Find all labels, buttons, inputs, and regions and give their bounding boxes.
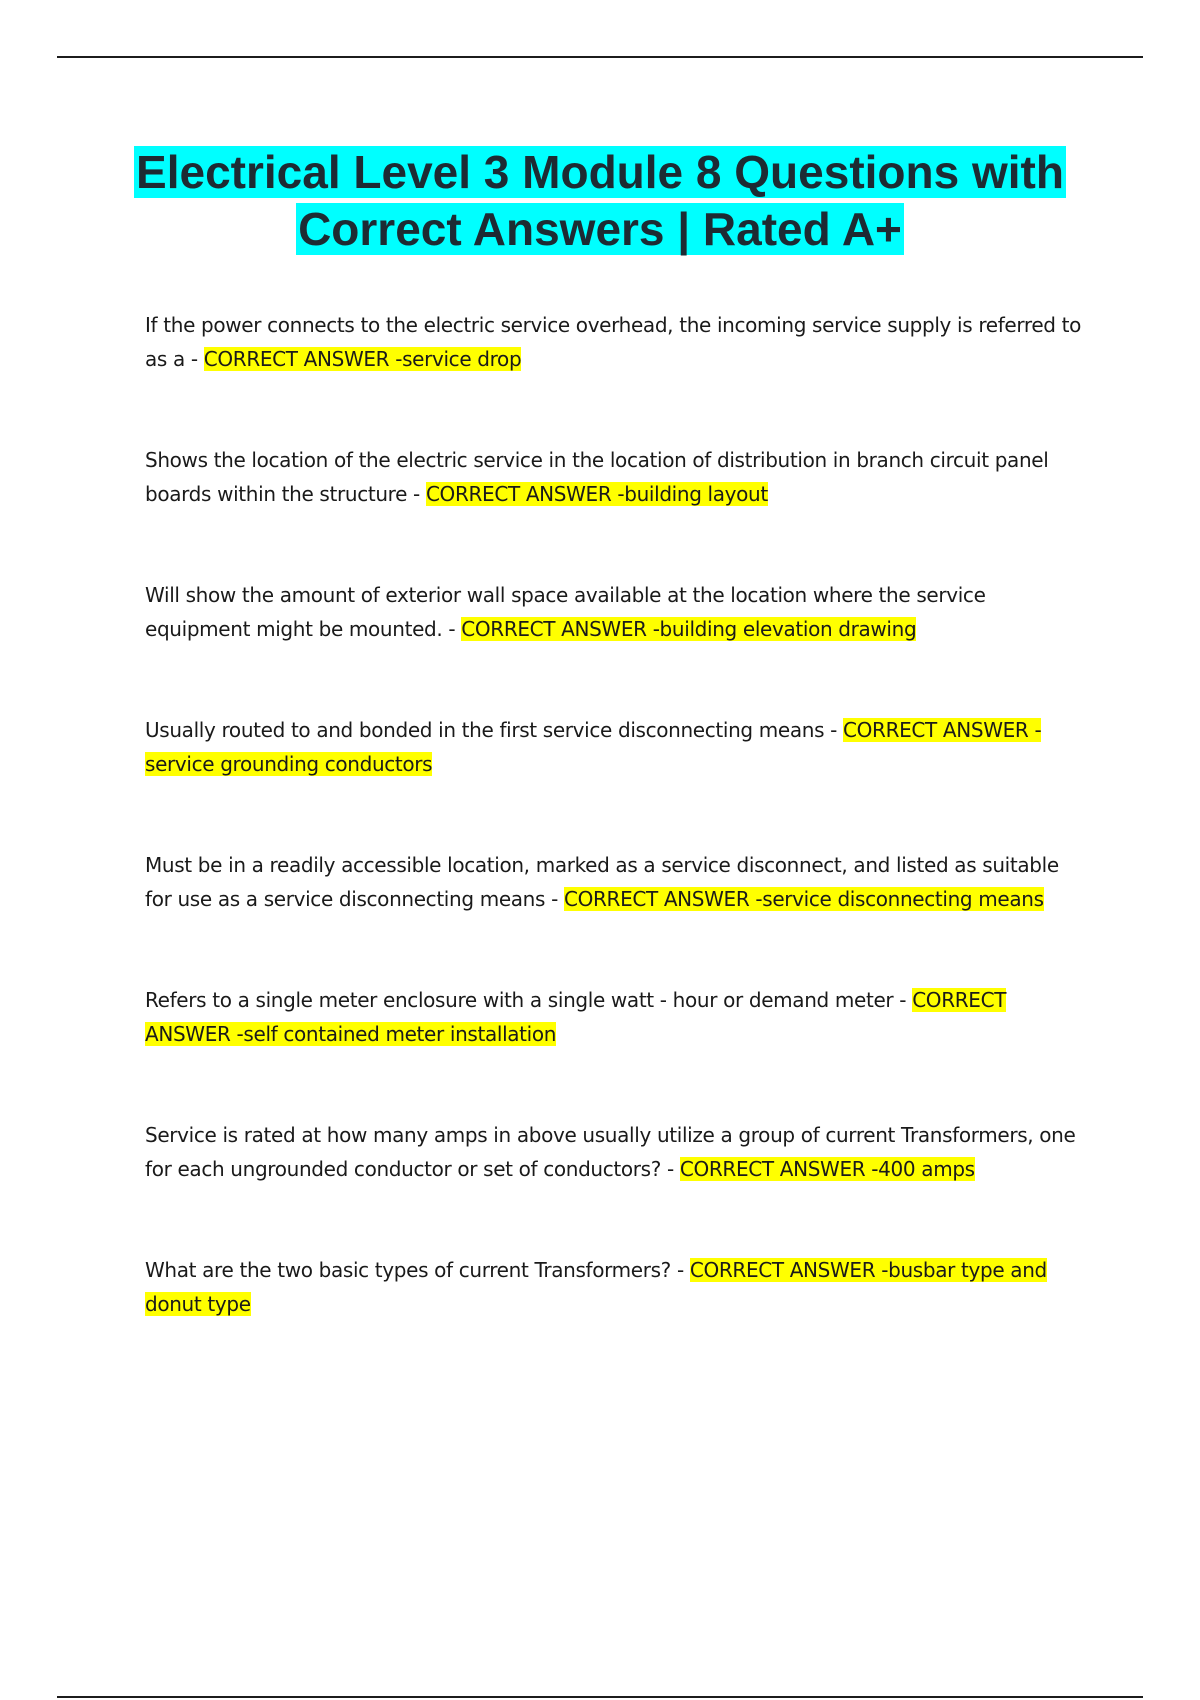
question-text: Usually routed to and bonded in the first service disconnecting means - (145, 718, 844, 742)
qa-item (145, 848, 1085, 983)
question-text: Must be in a readily accessible location, marked as a service disconnect, and listed as suitable for use as a service disconnecting means - (145, 853, 1059, 911)
question-text: If the power connects to the electric service overhead, the incoming service supply is referred to as a - (145, 313, 1082, 371)
top-divider (57, 56, 1143, 58)
question-text: Refers to a single meter enclosure with a single watt - hour or demand meter - (145, 988, 913, 1012)
qa-item (145, 713, 1085, 848)
title-block (120, 144, 1080, 258)
qa-item (145, 578, 1085, 713)
qa-item (145, 1118, 1085, 1253)
answer-highlight: CORRECT ANSWER -building layout (425, 482, 768, 506)
document-title: Electrical Level 3 Module 8 Questions with Correct Answers | Rated A+ (136, 146, 1064, 255)
question-list (145, 308, 1085, 1388)
answer-highlight: CORRECT ANSWER -service drop (203, 347, 522, 371)
qa-item (145, 443, 1085, 578)
qa-item (145, 1253, 1085, 1388)
answer-highlight: CORRECT ANSWER -building elevation drawing (461, 617, 917, 641)
answer-highlight: CORRECT ANSWER -service grounding conductors (145, 718, 1042, 776)
question-text: Will show the amount of exterior wall space available at the location where the service equipment might be mounted. - (145, 583, 986, 641)
answer-highlight: CORRECT ANSWER -busbar type and donut type (145, 1258, 1047, 1316)
qa-item (145, 983, 1085, 1118)
question-text: Shows the location of the electric service in the location of distribution in branch circuit panel boards within the structure - (145, 448, 1049, 506)
question-text: Service is rated at how many amps in above usually utilize a group of current Transformers, one for each ungrounded conductor or set of conductors? - (145, 1123, 1076, 1181)
answer-highlight: CORRECT ANSWER -self contained meter installation (145, 988, 1007, 1046)
qa-item (145, 308, 1085, 443)
answer-highlight: CORRECT ANSWER -service disconnecting means (563, 887, 1044, 911)
answer-highlight: CORRECT ANSWER -400 amps (679, 1157, 975, 1181)
question-text: What are the two basic types of current Transformers? - (145, 1258, 690, 1282)
bottom-divider (57, 1696, 1143, 1698)
